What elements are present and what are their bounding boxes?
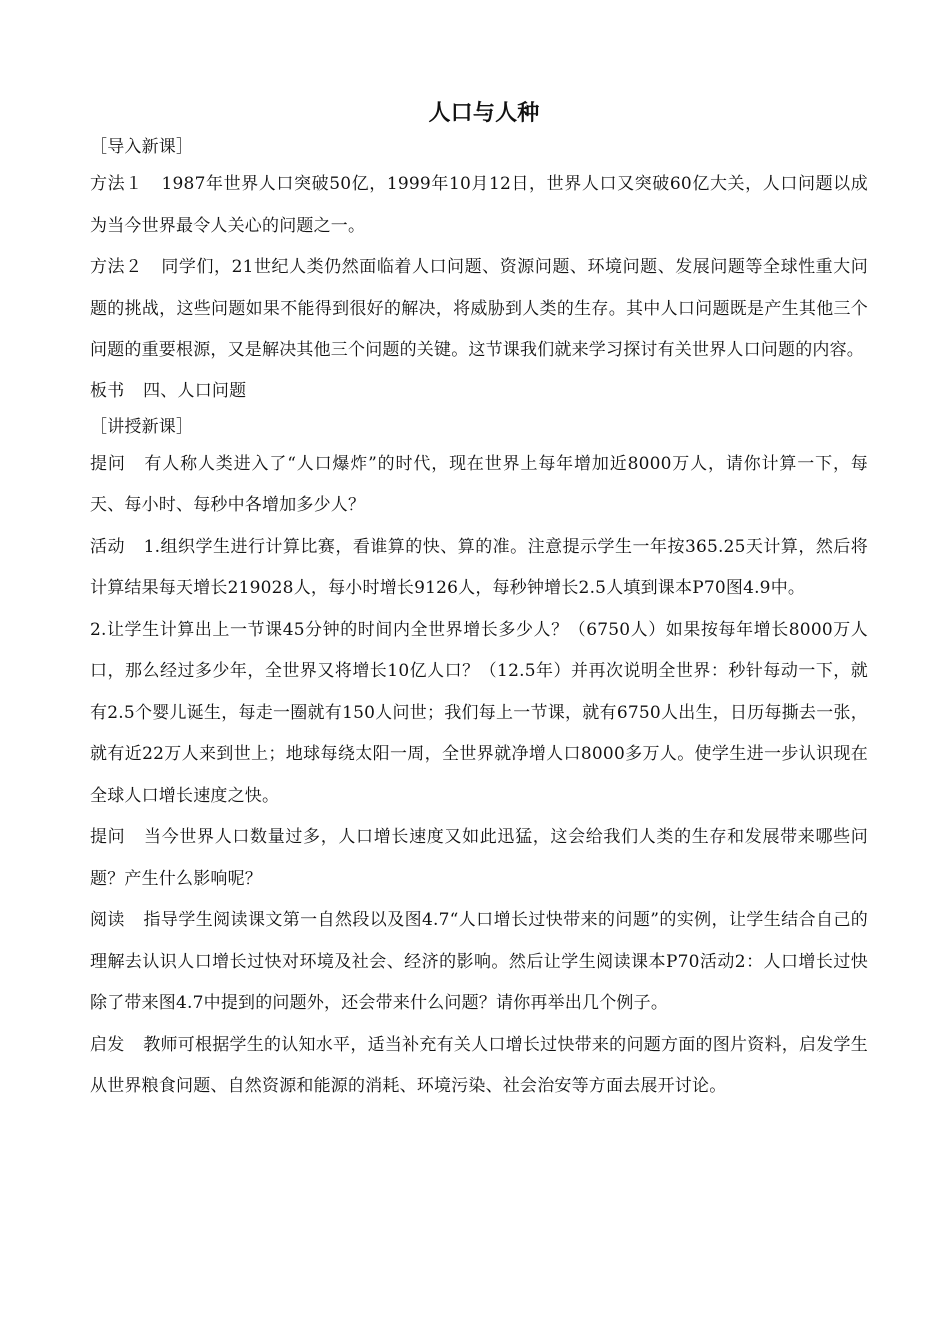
paragraph-lead: 板书 (90, 380, 125, 401)
paragraph-text: 1987年世界人口突破50亿，1999年10月12日，世界人口又突破60亿大关，人口问题以成为当今世界最令人关心的问题之一。 (90, 174, 868, 236)
paragraph-text: 同学们，21世纪人类仍然面临着人口问题、资源问题、环境问题、发展问题等全球性重大问题的挑战，这些问题如果不能得到很好的解决，将威胁到人类的生存。其中人口问题既是产生其他三个问题的重要根源，又是解决其他三个问题的关键。这节课我们就来学习探讨有关世界人口问题的内容。 (90, 257, 868, 360)
paragraph-text: 教师可根据学生的认知水平，适当补充有关人口增长过快带来的问题方面的图片资料，启发学生从世界粮食问题、自然资源和能源的消耗、环境污染、社会治安等方面去展开讨论。 (90, 1034, 869, 1096)
paragraph-text: 四、人口问题 (143, 380, 247, 401)
paragraph-question-2 (90, 817, 868, 900)
paragraph-text: 指导学生阅读课文第一自然段以及图4.7“人口增长过快带来的问题”的实例，让学生结合自己的理解去认识人口增长过快对环境及社会、经济的影响。然后让学生阅读课本P70活动2：人口增长过快除了带来图4.7中提到的问题外，还会带来什么问题？请你再举出几个例子。 (90, 910, 869, 1013)
paragraph-reading (90, 900, 868, 1025)
paragraph-lead: 阅读 (90, 910, 125, 930)
paragraph-board (90, 372, 868, 410)
paragraph-method-1 (90, 164, 868, 247)
document-title: 人口与人种 (428, 100, 540, 126)
paragraph-method-2 (90, 247, 868, 372)
paragraph-activity-2: 2.让学生计算出上一节课45分钟的时间内全世界增长多少人？（6750人）如果按每年增长8000万人口，那么经过多少年，全世界又将增长10亿人口？（12.5年）并再次说明全世界：秒针每动一下，就有2.5个婴儿诞生，每走一圈就有150人问世；我们每上一节课，就有6750人出生，日历每撕去一张，就有近22万人来到世上；地球每绕太阳一周，全世界就净增人口8000多万人。使学生进一步认识现在全球人口增长速度之快。 (90, 619, 868, 806)
paragraph-inspiration (90, 1025, 868, 1108)
paragraph-text: 当今世界人口数量过多，人口增长速度又如此迅猛，这会给我们人类的生存和发展带来哪些问题？产生什么影响呢？ (90, 827, 868, 889)
section-heading-teach: ［讲授新课］ (90, 416, 194, 437)
document-page (90, 96, 868, 1108)
paragraph-question-1 (90, 444, 868, 527)
paragraph-text: 有人称人类进入了“人口爆炸”的时代，现在世界上每年增加近8000万人，请你计算一下，每天、每小时、每秒中各增加多少人？ (90, 453, 868, 515)
paragraph-lead: 活动 (90, 536, 125, 557)
section-heading-intro: ［导入新课］ (90, 137, 194, 157)
paragraph-text: 1.组织学生进行计算比赛，看谁算的快、算的准。注意提示学生一年按365.25天计算，然后将计算结果每天增长219028人，每小时增长9126人，每秒钟增长2.5人填到课本P70图4.9中。 (90, 536, 869, 598)
paragraph-lead: 提问 (90, 453, 126, 474)
paragraph-lead: 提问 (90, 827, 126, 847)
paragraph-lead: 方法２ (90, 257, 143, 277)
paragraph-lead: 方法１ (90, 174, 143, 194)
paragraph-lead: 启发 (90, 1034, 125, 1055)
paragraph-activity (90, 527, 868, 610)
